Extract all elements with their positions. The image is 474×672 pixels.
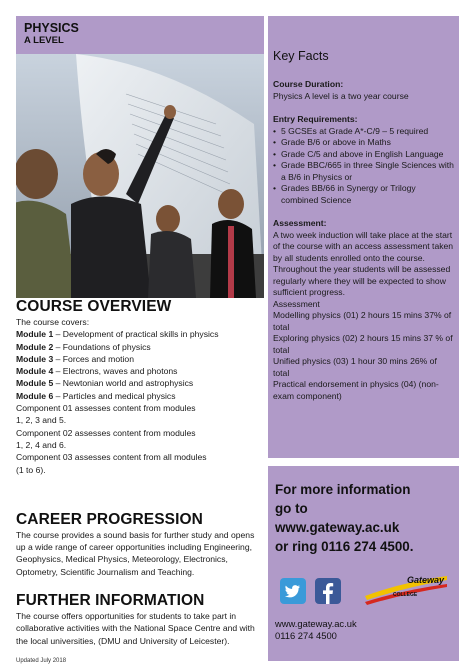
module-line [16,377,264,389]
svg-text:COLLEGE: COLLEGE [393,592,418,598]
module-text: – Particles and medical physics [53,390,176,401]
component-line: Component 02 assesses content from modules [16,427,196,438]
title-banner [16,16,264,54]
module-label: Module 3 [16,353,54,364]
module-text: – Electrons, waves and photons [53,366,178,377]
twitter-icon[interactable] [280,578,306,604]
component-line: 1, 2, 4 and 6. [16,439,67,450]
facebook-icon[interactable] [315,578,341,604]
component-line: Component 03 assesses content from all modules [16,452,207,463]
contact-website-link[interactable]: www.gateway.ac.uk [275,520,400,535]
course-overview-heading: COURSE OVERVIEW [16,298,172,315]
page-subtitle: A LEVEL [24,35,64,46]
footer-phone: 0116 274 4500 [275,630,337,641]
assessment-line: Exploring physics (02) 2 hours 15 mins 37 % of total [273,333,453,355]
further-text: The course offers opportunities for students to take part in collaborative activities with the National Space Centre and with the local universities, (DMU and University of Leicester). [16,611,255,646]
module-label: Module 4 [16,366,54,377]
duration-heading: Course Duration: [273,79,344,89]
component-line: 1, 2, 3 and 5. [16,415,67,426]
contact-panel [268,466,459,661]
assessment-line: Assessment [273,298,320,309]
contact-line-2: go to [275,501,308,516]
module-line [16,353,264,365]
entry-item: • Grade BBC/665 in three Single Sciences with a B/6 in Physics or [273,160,454,183]
assessment-text: A two week induction will take place at the start of the course with an access assessment taken by all students enrolled onto the course. Throughout the year students will be assessed regularly where they will be expected to show sufficient progress. [273,229,454,297]
key-facts-title: Key Facts [273,49,329,63]
page-title: PHYSICS [24,21,79,35]
module-label: Module 2 [16,341,54,352]
photo-illustration [16,54,264,298]
component-line: Component 01 assesses content from modules [16,403,196,414]
module-line [16,328,264,340]
assessment-line: Unified physics (03) 1 hour 30 mins 26% of total [273,356,437,378]
social-row [275,570,454,616]
footer-website[interactable]: www.gateway.ac.uk [275,618,357,629]
entry-item: • Grades BB/66 in Synergy or Trilogy combined Science [273,183,454,206]
assessment-line: Modelling physics (01) 2 hours 15 mins 37% of total [273,310,452,332]
module-label: Module 6 [16,390,54,401]
career-text: The course provides a sound basis for further study and opens up a wide range of career opportunities including Engineering, Geophysics, Medical Physics, Meteorology, Electronics, Optometry, Scientific Journalism and Teaching. [16,529,255,577]
entry-heading: Entry Requirements: [273,114,358,124]
students-photo [16,54,264,298]
module-label: Module 5 [16,378,54,389]
entry-item: • 5 GCSEs at Grade A*-C/9 – 5 required [273,126,454,138]
module-line [16,365,264,377]
gateway-college-logo [363,574,449,610]
entry-item: • Grade B/6 or above in Maths [273,137,454,149]
module-text: – Forces and motion [53,353,134,364]
svg-text:Gateway: Gateway [407,575,445,585]
course-intro: The course covers: [16,317,90,327]
contact-line-1: For more information [275,482,411,497]
further-heading: FURTHER INFORMATION [16,592,205,610]
course-overview-body [16,316,264,476]
assessment-heading: Assessment: [273,218,327,228]
entry-item: • Grade C/5 and above in English Language [273,149,454,161]
module-label: Module 1 [16,329,54,340]
entry-list [273,126,454,207]
career-heading: CAREER PROGRESSION [16,510,203,528]
component-line: (1 to 6). [16,464,46,475]
key-facts-panel [268,16,459,458]
contact-line-4: or ring 0116 274 4500. [275,539,414,554]
module-text: – Development of practical skills in physics [53,329,219,340]
module-text: – Newtonian world and astrophysics [53,378,194,389]
module-line [16,390,264,402]
assessment-line: Practical endorsement in physics (04) (non-exam component) [273,379,439,401]
left-column [16,298,264,647]
module-line [16,341,264,353]
duration-text: Physics A level is a two year course [273,90,409,101]
updated-note: Updated July 2018 [16,658,67,664]
module-text: – Foundations of physics [53,341,151,352]
